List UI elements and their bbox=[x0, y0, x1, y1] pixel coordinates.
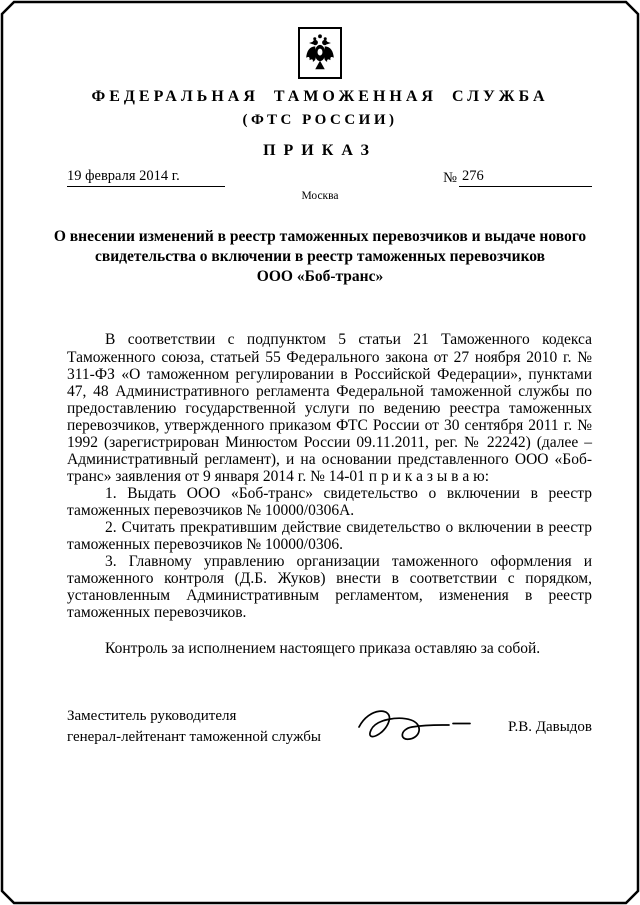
handwritten-signature-icon bbox=[349, 703, 479, 751]
signer-position-line: Заместитель руководителя bbox=[67, 708, 237, 725]
document-type-heading: ПРИКАЗ bbox=[263, 142, 377, 159]
document-title-line: О внесении изменений в реестр таможенных перевозчиков и выдаче нового bbox=[53, 228, 587, 245]
signer-position-line: генерал-лейтенант таможенной службы bbox=[67, 729, 321, 746]
city-label: Москва bbox=[301, 190, 339, 202]
coat-of-arms-icon bbox=[304, 33, 336, 73]
org-name: ФЕДЕРАЛЬНАЯ ТАМОЖЕННАЯ СЛУЖБА bbox=[91, 88, 549, 105]
signature-scrawl bbox=[321, 703, 508, 751]
document-title-line: ООО «Боб-транс» bbox=[256, 267, 384, 285]
signer-name: Р.В. Давыдов bbox=[508, 718, 592, 735]
signature-block bbox=[0, 703, 640, 751]
signer-position bbox=[67, 706, 321, 748]
body-paragraph: В соответствии с подпунктом 5 статьи 21 Таможенного кодекса Таможенного союза, статьей 55 Федерального закона от 27 ноября 2010 г. № 311-ФЗ «О таможенном регулировании в Российской Федерации», пунктами 47, 48 Административного регламента Федеральной таможенной службы по предоставлению государственной услуги по ведению реестра таможенных перевозчиков, утвержденного приказом ФТС России от 30 сентября 2011 г. № 1992 (зарегистрирован Минюстом России 09.11.2011, рег. № 22242) (далее – Административный регламент), и на основании представленного ООО «Боб-транс» заявления от 9 января 2014 г. № 14-01 п р и к а з ы в а ю: bbox=[67, 331, 592, 485]
date-number-row bbox=[0, 168, 640, 187]
org-abbreviation: (ФТС РОССИИ) bbox=[242, 112, 398, 128]
order-item-1: 1. Выдать ООО «Боб-транс» свидетельство о включении в реестр таможенных перевозчиков № 10000/0306А. bbox=[67, 484, 592, 519]
control-paragraph: Контроль за исполнением настоящего приказа оставляю за собой. bbox=[105, 640, 541, 658]
number-field: 276 bbox=[459, 168, 592, 187]
coat-of-arms-box bbox=[298, 27, 342, 79]
order-item-3: 3. Главному управлению организации таможенного оформления и таможенного контроля (Д.Б. Жуков) внести в соответствии с порядком, установленным Административным регламентом, изменения в реестр таможенных перевозчиков. bbox=[67, 553, 592, 622]
date-field: 19 февраля 2014 г. bbox=[67, 168, 225, 187]
number-label: № bbox=[443, 170, 457, 186]
document-body bbox=[0, 331, 640, 657]
document-title bbox=[0, 227, 640, 286]
number-wrap bbox=[443, 168, 592, 187]
document-title-line: свидетельства о включении в реестр таможенных перевозчиков bbox=[94, 247, 546, 265]
order-item-2: 2. Считать прекратившим действие свидетельство о включении в реестр таможенных перевозчиков № 10000/0306. bbox=[67, 519, 592, 554]
